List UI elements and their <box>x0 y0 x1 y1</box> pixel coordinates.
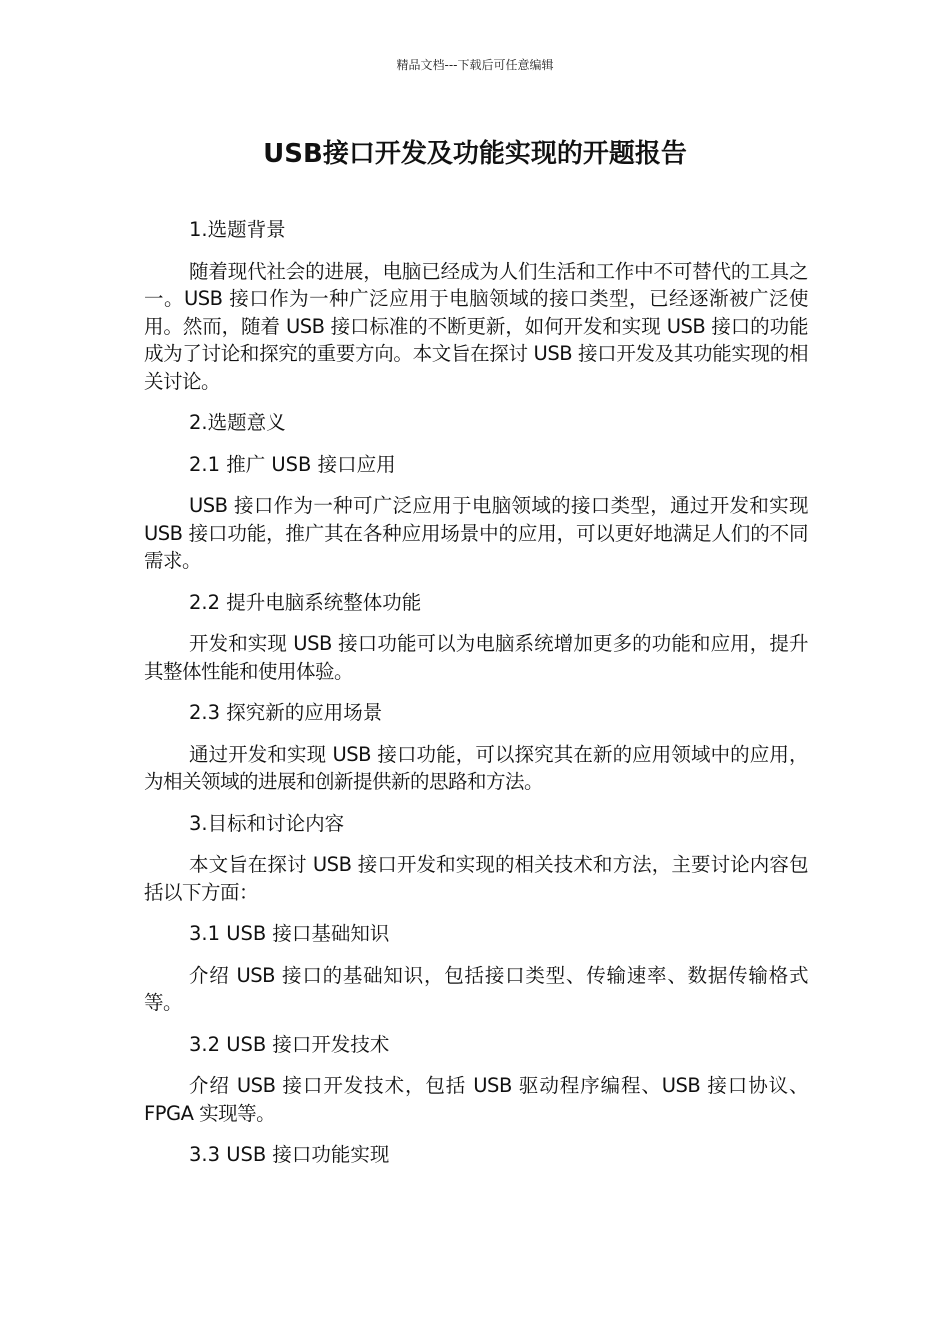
paragraph: 介绍 USB 接口的基础知识，包括接口类型、传输速率、数据传输格式等。 <box>144 963 808 1014</box>
subsection-heading: 2.2 提升电脑系统整体功能 <box>189 590 422 614</box>
paragraph: 随着现代社会的进展，电脑已经成为人们生活和工作中不可替代的工具之一。USB 接口作为一种广泛应用于电脑领域的接口类型，已经逐渐被广泛使用。然而，随着 USB 接口标准的不断更新，如何开发和实现 USB 接口的功能成为了讨论和探究的重要方向。本文旨在探讨 USB 接口开发及其功能实现的相关讨论。 <box>144 259 808 393</box>
page-header: 精品文档---下载后可任意编辑 <box>396 58 554 72</box>
section-heading: 2.选题意义 <box>189 411 286 434</box>
document-body <box>144 216 808 1183</box>
section-heading: 1.选题背景 <box>189 218 286 241</box>
subsection-heading: 2.1 推广 USB 接口应用 <box>189 452 396 476</box>
paragraph: 开发和实现 USB 接口功能可以为电脑系统增加更多的功能和应用，提升其整体性能和使用体验。 <box>144 632 808 683</box>
paragraph: 通过开发和实现 USB 接口功能，可以探究其在新的应用领域中的应用，为相关领域的进展和创新提供新的思路和方法。 <box>144 742 808 793</box>
subsection-heading: 3.1 USB 接口基础知识 <box>189 922 390 945</box>
paragraph: USB 接口作为一种可广泛应用于电脑领域的接口类型，通过开发和实现 USB 接口功能，推广其在各种应用场景中的应用，可以更好地满足人们的不同需求。 <box>144 494 808 572</box>
subsection-heading: 3.3 USB 接口功能实现 <box>189 1143 390 1166</box>
subsection-heading: 3.2 USB 接口开发技术 <box>189 1032 390 1056</box>
paragraph: 本文旨在探讨 USB 接口开发和实现的相关技术和方法，主要讨论内容包括以下方面： <box>144 853 808 904</box>
section-heading: 3.目标和讨论内容 <box>189 811 345 835</box>
paragraph: 介绍 USB 接口开发技术，包括 USB 驱动程序编程、USB 接口协议、FPGA 实现等。 <box>144 1074 808 1125</box>
subsection-heading: 2.3 探究新的应用场景 <box>189 701 383 724</box>
document-title: USB接口开发及功能实现的开题报告 <box>263 139 687 169</box>
